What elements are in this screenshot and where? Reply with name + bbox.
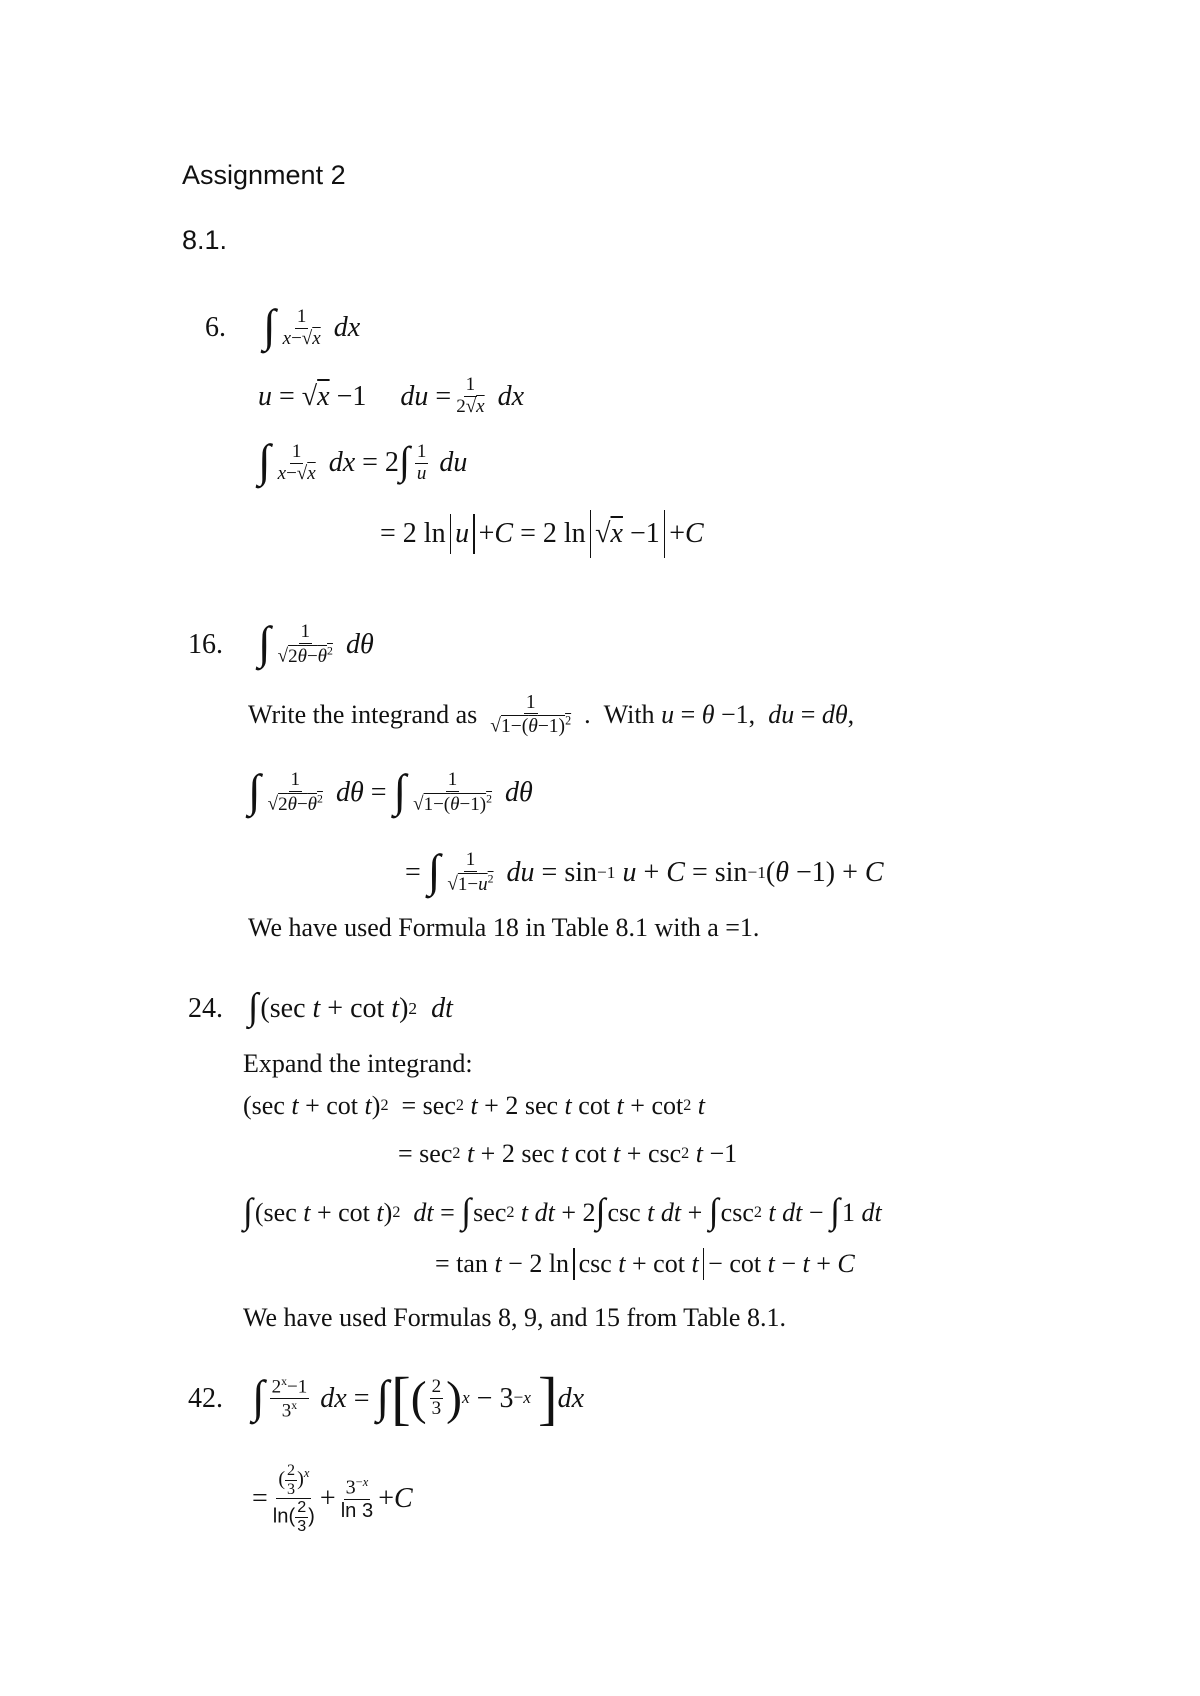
- document-title: Assignment 2: [182, 160, 346, 190]
- problem-24-note: We have used Formulas 8, 9, and 15 from Table 8.1.: [243, 1303, 786, 1332]
- section-label: 8.1.: [182, 225, 228, 255]
- problem-6-result: = 2 ln u + C = 2 ln √ x −1 + C: [380, 510, 704, 558]
- problem-number: 6.: [205, 312, 226, 344]
- problem-6-statement: 6. ∫ $\frac{1}{x-√x}$ dx: [205, 300, 361, 351]
- problem-number: 42.: [188, 1382, 223, 1414]
- problem-24-identity: = sec 2 t + 2 sec t cot t + csc 2 t −1: [398, 1139, 738, 1168]
- problem-number: 16.: [188, 629, 223, 661]
- problem-16-result: = ∫ $\frac{1}{√1-u^2}$ du = sin −1 u + C = sin −1 ( θ −1) + C: [405, 845, 884, 896]
- problem-24-expand-label: Expand the integrand:: [243, 1049, 473, 1078]
- problem-24-result: = tan t − 2 ln csc t + cot t − cot t − t + C: [435, 1249, 855, 1279]
- problem-42-result: = ( $\frac{2}{3}$ )$^x$ ln( $\frac{2}{3}$ ) + $\frac{3^{-x}}{\ln 3}$ + C: [252, 1462, 413, 1536]
- problem-24-statement: 24. ∫ (sec t + cot t ) 2 dt: [188, 986, 453, 1028]
- problem-16-explanation: Write the integrand as $\frac{1}{√1-(\theta-1)^2}$ . With u = θ −1, du = dθ ,: [248, 692, 855, 737]
- problem-number: 24.: [188, 993, 223, 1025]
- problem-24-integral-split: ∫ (sec t + cot t ) 2 dt = ∫ sec 2 t dt + 2 ∫ csc t dt + ∫ csc 2 t dt − ∫ 1 dt: [243, 1191, 882, 1231]
- problem-16-note: We have used Formula 18 in Table 8.1 with a =1.: [248, 913, 760, 942]
- problem-24-expansion: (sec t + cot t ) 2 = sec 2 t + 2 sec t cot t + cot 2 t: [243, 1091, 706, 1120]
- problem-16-integral-rewrite: ∫ $\frac{1}{√2\theta-\theta^2}$ dθ = ∫ $\frac{1}{√1-(\theta-1)^2}$ dθ: [248, 765, 533, 816]
- explanation-text: Write the integrand as: [248, 700, 478, 730]
- problem-6-integral-rewrite: ∫ $\frac{1}{x-√x}$ dx = 2 ∫ $\frac{1}{u}$ du: [258, 435, 468, 486]
- problem-42-statement: 42. ∫ $\frac{2^x-1}{3^x}$ dx = ∫ [ ( $\frac{2}{3}$ ) x − 3 −x ] dx: [188, 1366, 585, 1432]
- problem-6-substitution: u = √ x −1 du = $\frac{1}{2√x}$ dx: [258, 374, 525, 417]
- problem-16-statement: 16. ∫ $\frac{1}{√2\theta-\theta^2}$ dθ: [188, 617, 374, 668]
